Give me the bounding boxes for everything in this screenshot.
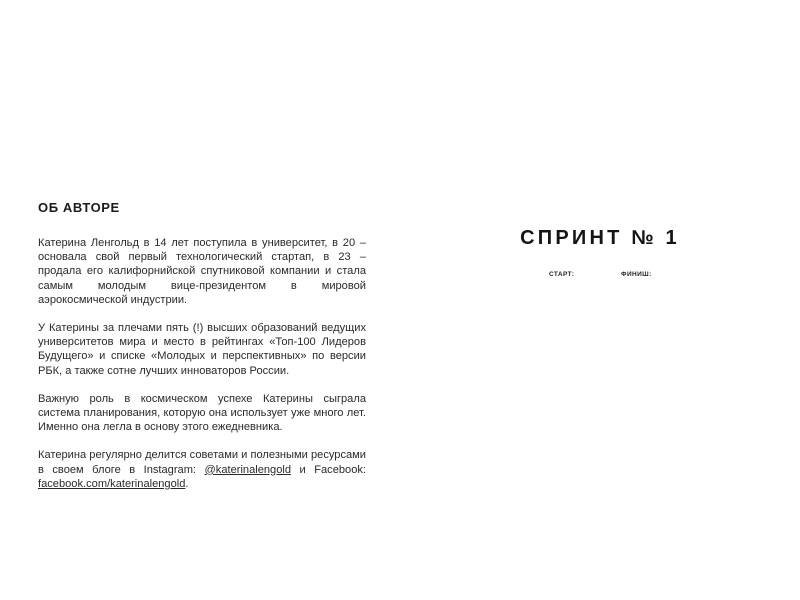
bio-paragraph-2: У Катерины за плечами пять (!) высших образований ведущих университетов мира и место в рейтингах «Топ-100 Лидеров Будущего» и списке «Молодых и перспективных» по версии РБК, а также сотне лучших инноваторов России. <box>38 322 366 377</box>
author-bio <box>38 236 366 505</box>
bio-paragraph-4 <box>38 448 366 491</box>
about-author-heading: ОБ АВТОРЕ <box>38 200 120 215</box>
bio-paragraph-4-text-start: Катерина регулярно делится советами и полезными ресурсами в своем блоге в Instagram: <box>38 449 366 476</box>
finish-label: ФИНИШ: <box>621 271 652 278</box>
instagram-link[interactable]: @katerinalengold <box>204 463 292 476</box>
facebook-link[interactable]: facebook.com/katerinalengold <box>38 477 186 490</box>
sprint-title: СПРИНТ № 1 <box>520 227 680 249</box>
right-page <box>400 0 800 600</box>
bio-paragraph-4-text-middle: и Facebook: <box>291 463 367 476</box>
bio-paragraph-1: Катерина Ленгольд в 14 лет поступила в университет, в 20 – основала свой первый технологический стартап, в 23 – продала его калифорнийской спутниковой компании и стала самым молодым вице-президентом в мировой аэрокосмической индустрии. <box>38 237 366 306</box>
start-label: СТАРТ: <box>549 271 575 278</box>
bio-paragraph-3: Важную роль в космическом успехе Катерины сыграла система планирования, которую она использует уже много лет. Именно она легла в основу этого ежедневника. <box>38 392 366 434</box>
bio-paragraph-4-text-end: . <box>185 477 189 490</box>
